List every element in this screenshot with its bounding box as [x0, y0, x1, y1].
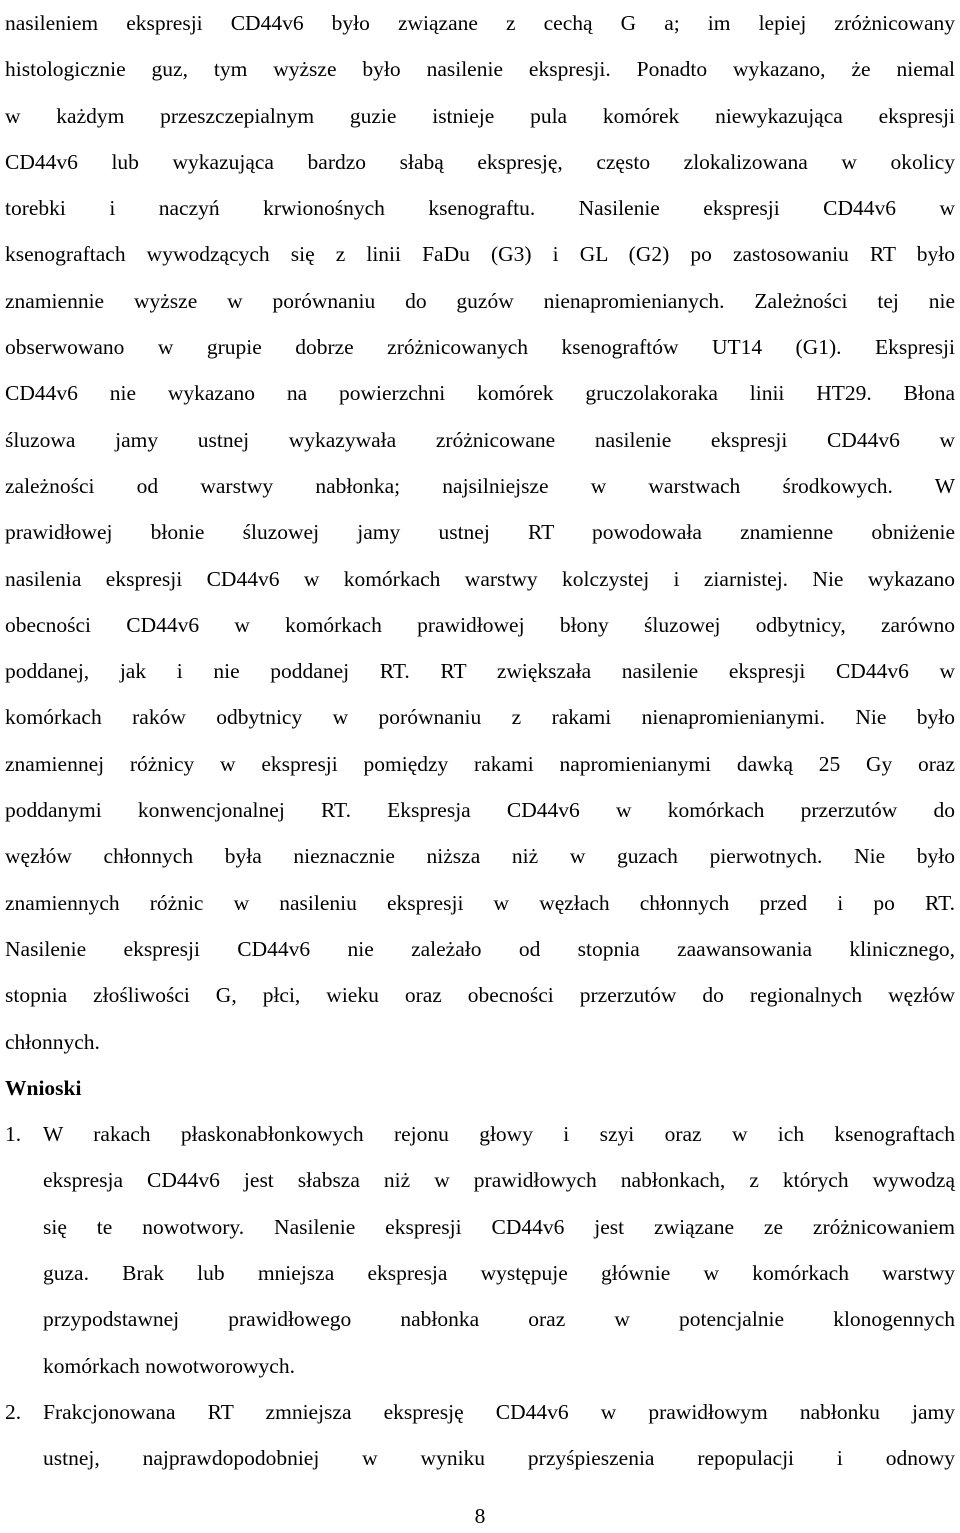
- body-line: znamiennych różnic w nasileniu ekspresji w węzłach chłonnych przed i po RT.: [5, 890, 955, 915]
- body-line-last: chłonnych.: [5, 1029, 100, 1054]
- body-line: obecności CD44v6 w komórkach prawidłowej błony śluzowej odbytnicy, zarówno: [5, 612, 955, 637]
- conclusion-line: [5, 1111, 955, 1157]
- body-line: znamiennie wyższe w porównaniu do guzów nienapromienianych. Zależności tej nie: [5, 288, 955, 313]
- body-line: poddanymi konwencjonalnej RT. Ekspresja CD44v6 w komórkach przerzutów do: [5, 798, 955, 823]
- body-line: ksenograftach wywodzących się z linii FaDu (G3) i GL (G2) po zastosowaniu RT było: [5, 242, 955, 267]
- conclusion-text: komórkach nowotworowych.: [43, 1353, 295, 1378]
- document-page: [5, 0, 955, 1482]
- body-line: węzłów chłonnych była nieznacznie niższa niż w guzach pierwotnych. Nie było: [5, 844, 955, 869]
- conclusion-item-1: [5, 1111, 955, 1389]
- body-line: nasileniem ekspresji CD44v6 było związane z cechą G a; im lepiej zróżnicowany: [5, 11, 955, 35]
- conclusion-text: W rakach płaskonabłonkowych rejonu głowy i szyi oraz w ich ksenograftach: [43, 1122, 955, 1147]
- body-line: w każdym przeszczepialnym guzie istnieje pula komórek niewykazująca ekspresji: [5, 103, 955, 128]
- body-line: CD44v6 lub wykazująca bardzo słabą ekspresję, często zlokalizowana w okolicy: [5, 149, 955, 174]
- conclusion-item-2: [5, 1389, 955, 1482]
- body-line: stopnia złośliwości G, płci, wieku oraz obecności przerzutów do regionalnych węzłów: [5, 983, 955, 1008]
- page-number: 8: [474, 1504, 486, 1528]
- body-line: poddanej, jak i nie poddanej RT. RT zwiększała nasilenie ekspresji CD44v6 w: [5, 659, 955, 684]
- body-line: znamiennej różnicy w ekspresji pomiędzy rakami napromienianymi dawką 25 Gy oraz: [5, 751, 955, 776]
- conclusion-line: [5, 1250, 955, 1296]
- body-line: obserwowano w grupie dobrze zróżnicowanych ksenograftów UT14 (G1). Ekspresji: [5, 335, 955, 360]
- section-heading: Wnioski: [5, 1075, 82, 1100]
- body-line: Nasilenie ekspresji CD44v6 nie zależało od stopnia zaawansowania klinicznego,: [5, 936, 955, 961]
- body-line: CD44v6 nie wykazano na powierzchni komórek gruczolakoraka linii HT29. Błona: [5, 381, 955, 406]
- body-line: nasilenia ekspresji CD44v6 w komórkach warstwy kolczystej i ziarnistej. Nie wykazano: [5, 566, 955, 591]
- conclusion-text: przypodstawnej prawidłowego nabłonka oraz w potencjalnie klonogennych: [43, 1307, 955, 1332]
- conclusion-text: się te nowotwory. Nasilenie ekspresji CD44v6 jest związane ze zróżnicowaniem: [43, 1214, 955, 1239]
- body-line: śluzowa jamy ustnej wykazywała zróżnicowane nasilenie ekspresji CD44v6 w: [5, 427, 955, 452]
- conclusion-number: 1.: [5, 1122, 22, 1147]
- body-line: histologicznie guz, tym wyższe było nasilenie ekspresji. Ponadto wykazano, że niemal: [5, 57, 955, 82]
- conclusion-line: [5, 1157, 955, 1203]
- body-line: zależności od warstwy nabłonka; najsilniejsze w warstwach środkowych. W: [5, 473, 955, 498]
- conclusion-number: 2.: [5, 1399, 22, 1424]
- conclusion-line: [5, 1389, 955, 1435]
- conclusion-text: ustnej, najprawdopodobniej w wyniku przyśpieszenia repopulacji i odnowy: [43, 1446, 955, 1471]
- body-line: komórkach raków odbytnicy w porównaniu z rakami nienapromienianymi. Nie było: [5, 705, 955, 730]
- body-line: torebki i naczyń krwionośnych ksenograftu. Nasilenie ekspresji CD44v6 w: [5, 196, 955, 221]
- conclusion-line: [5, 1343, 955, 1389]
- body-line: prawidłowej błonie śluzowej jamy ustnej RT powodowała znamienne obniżenie: [5, 520, 955, 545]
- conclusion-line: [5, 1296, 955, 1342]
- conclusion-line: [5, 1435, 955, 1481]
- conclusion-text: guza. Brak lub mniejsza ekspresja występuje głównie w komórkach warstwy: [43, 1261, 955, 1286]
- conclusion-line: [5, 1204, 955, 1250]
- conclusion-text: ekspresja CD44v6 jest słabsza niż w prawidłowych nabłonkach, z których wywodzą: [43, 1168, 955, 1193]
- conclusion-text: Frakcjonowana RT zmniejsza ekspresję CD44v6 w prawidłowym nabłonku jamy: [43, 1399, 955, 1424]
